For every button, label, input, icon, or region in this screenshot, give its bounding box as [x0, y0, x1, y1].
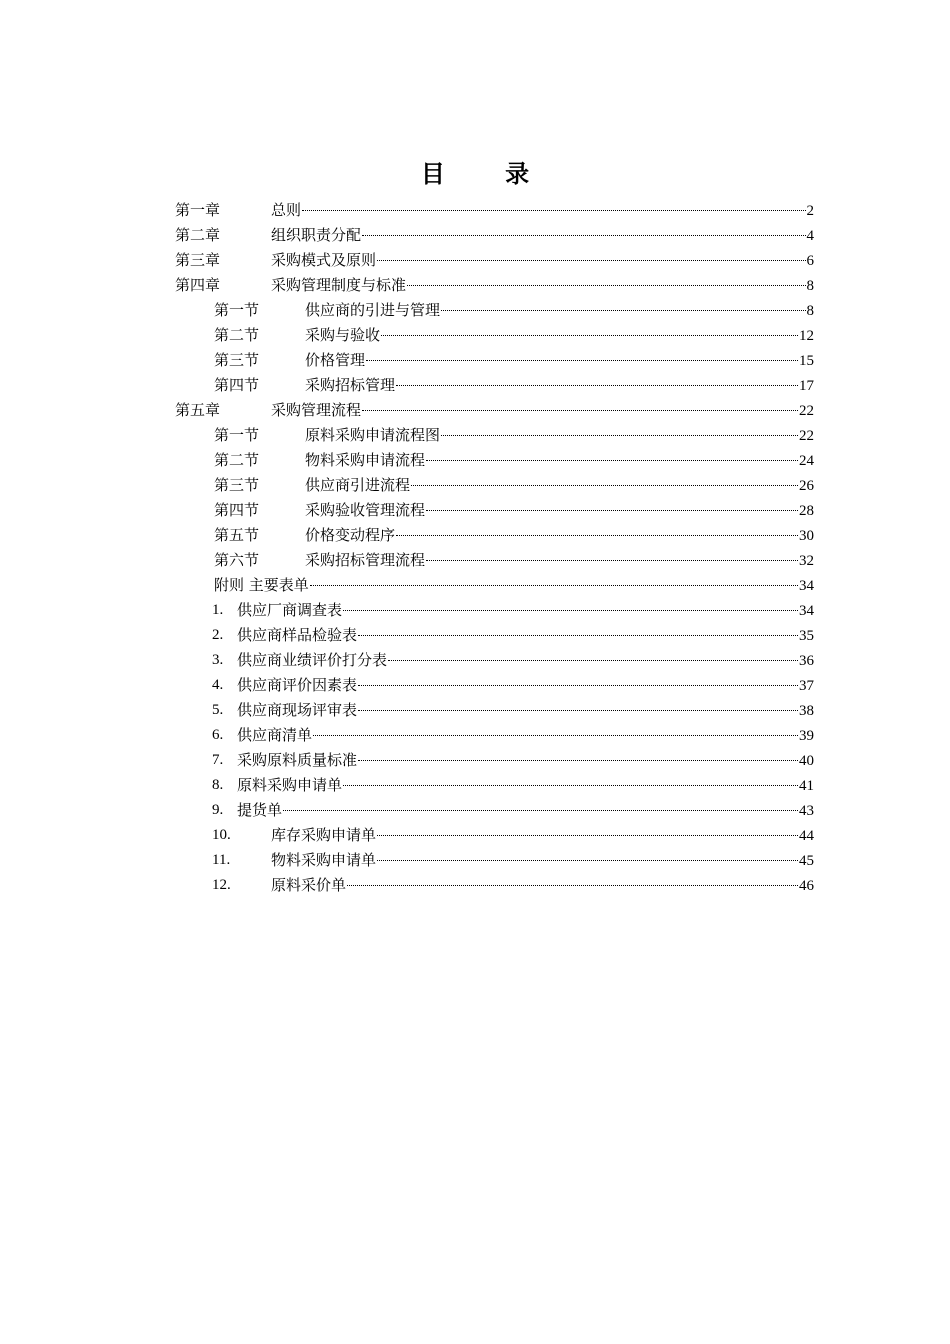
toc-entry-number: 第三章 [175, 251, 221, 269]
toc-entry-number: 3. [212, 652, 224, 668]
dot-leader [343, 610, 798, 611]
toc-entry-number: 7. [212, 752, 224, 768]
dot-leader [310, 585, 798, 586]
toc-entry-body [271, 198, 814, 224]
toc-entry[interactable] [0, 373, 950, 398]
toc-entry-number: 6. [212, 727, 224, 743]
table-of-contents [0, 198, 950, 898]
toc-entry-title: 原料采价单 [271, 876, 347, 894]
toc-entry-number: 第四节 [214, 501, 260, 519]
toc-entry-page-number: 8 [806, 303, 814, 319]
dot-leader [366, 360, 798, 361]
toc-entry-body [305, 373, 814, 399]
toc-entry-page-number: 44 [799, 828, 814, 844]
toc-entry-page-number: 24 [799, 453, 814, 469]
dot-leader [426, 460, 798, 461]
toc-entry[interactable] [0, 723, 950, 748]
toc-entry[interactable] [0, 248, 950, 273]
dot-leader [302, 210, 805, 211]
toc-entry-title: 组织职责分配 [271, 226, 362, 244]
toc-entry-number: 8. [212, 777, 224, 793]
dot-leader [358, 635, 798, 636]
toc-entry[interactable] [0, 473, 950, 498]
toc-entry[interactable] [0, 798, 950, 823]
toc-entry-body [305, 298, 814, 324]
toc-entry-number: 第一节 [214, 426, 260, 444]
toc-entry[interactable] [0, 673, 950, 698]
toc-entry-title: 物料采购申请流程 [305, 451, 426, 469]
toc-entry-body [271, 873, 814, 899]
toc-entry[interactable] [0, 623, 950, 648]
dot-leader [426, 510, 798, 511]
toc-entry-title: 供应商样品检验表 [237, 626, 358, 644]
toc-entry-title: 采购管理制度与标准 [271, 276, 407, 294]
toc-entry-title: 采购招标管理 [305, 376, 396, 394]
toc-entry-page-number: 28 [799, 503, 814, 519]
toc-entry-number: 第二节 [214, 451, 260, 469]
toc-entry-body [237, 798, 814, 824]
dot-leader [407, 285, 805, 286]
toc-entry-number: 第二节 [214, 326, 260, 344]
toc-entry[interactable] [0, 873, 950, 898]
toc-entry[interactable] [0, 823, 950, 848]
toc-entry[interactable] [0, 848, 950, 873]
toc-entry[interactable] [0, 198, 950, 223]
dot-leader [358, 685, 798, 686]
dot-leader [411, 485, 798, 486]
toc-entry-body [305, 448, 814, 474]
dot-leader [388, 660, 798, 661]
toc-entry[interactable] [0, 648, 950, 673]
toc-entry-page-number: 37 [799, 678, 814, 694]
toc-entry-title: 采购原料质量标准 [237, 751, 358, 769]
toc-entry-title: 采购验收管理流程 [305, 501, 426, 519]
toc-entry[interactable] [0, 448, 950, 473]
toc-entry-title: 总则 [271, 201, 302, 219]
toc-entry-page-number: 22 [799, 428, 814, 444]
toc-entry-page-number: 34 [799, 578, 814, 594]
toc-entry-title: 采购招标管理流程 [305, 551, 426, 569]
toc-entry-title: 供应商评价因素表 [237, 676, 358, 694]
toc-entry-body [237, 698, 814, 724]
dot-leader [377, 860, 798, 861]
toc-entry-title: 附则 主要表单 [214, 576, 309, 594]
dot-leader [362, 410, 798, 411]
toc-entry[interactable] [0, 423, 950, 448]
toc-entry-page-number: 34 [799, 603, 814, 619]
toc-entry-number: 第四节 [214, 376, 260, 394]
toc-entry-body [305, 323, 814, 349]
toc-entry[interactable] [0, 598, 950, 623]
dot-leader [396, 535, 798, 536]
dot-leader [381, 335, 798, 336]
toc-entry-body [271, 823, 814, 849]
dot-leader [283, 810, 798, 811]
dot-leader [343, 785, 798, 786]
toc-entry-body [271, 223, 814, 249]
toc-entry-page-number: 38 [799, 703, 814, 719]
toc-entry-title: 供应商清单 [237, 726, 313, 744]
toc-entry[interactable] [0, 523, 950, 548]
toc-entry-number: 11. [212, 852, 231, 868]
toc-entry-body [305, 473, 814, 499]
toc-entry[interactable] [0, 548, 950, 573]
dot-leader [426, 560, 798, 561]
toc-entry-title: 价格变动程序 [305, 526, 396, 544]
toc-entry-page-number: 26 [799, 478, 814, 494]
dot-leader [313, 735, 798, 736]
toc-entry-page-number: 36 [799, 653, 814, 669]
toc-entry-page-number: 43 [799, 803, 814, 819]
toc-entry-number: 4. [212, 677, 224, 693]
dot-leader [358, 710, 798, 711]
toc-entry[interactable] [0, 348, 950, 373]
toc-entry-body [305, 423, 814, 449]
toc-entry-number: 5. [212, 702, 224, 718]
toc-entry-page-number: 2 [806, 203, 814, 219]
toc-entry-body [214, 573, 814, 599]
dot-leader [396, 385, 798, 386]
toc-entry-body [271, 248, 814, 274]
toc-entry-title: 供应厂商调查表 [237, 601, 343, 619]
toc-entry-body [237, 623, 814, 649]
toc-entry-number: 第五章 [175, 401, 221, 419]
toc-entry-title: 供应商业绩评价打分表 [237, 651, 388, 669]
toc-entry-body [271, 273, 814, 299]
toc-entry-number: 第一节 [214, 301, 260, 319]
toc-entry-title: 采购管理流程 [271, 401, 362, 419]
toc-entry-page-number: 8 [806, 278, 814, 294]
dot-leader [377, 835, 798, 836]
toc-entry-title: 价格管理 [305, 351, 366, 369]
toc-entry-title: 提货单 [237, 801, 283, 819]
dot-leader [358, 760, 798, 761]
toc-entry-number: 第三节 [214, 351, 260, 369]
toc-entry-page-number: 32 [799, 553, 814, 569]
toc-entry[interactable] [0, 698, 950, 723]
toc-entry-page-number: 35 [799, 628, 814, 644]
toc-entry-body [305, 348, 814, 374]
toc-entry[interactable] [0, 773, 950, 798]
toc-entry-number: 第一章 [175, 201, 221, 219]
toc-entry-title: 供应商现场评审表 [237, 701, 358, 719]
toc-entry-body [305, 498, 814, 524]
toc-entry-number: 第四章 [175, 276, 221, 294]
toc-entry-page-number: 15 [799, 353, 814, 369]
toc-entry-title: 采购模式及原则 [271, 251, 377, 269]
toc-entry-title: 供应商的引进与管理 [305, 301, 441, 319]
toc-entry-number: 第二章 [175, 226, 221, 244]
toc-entry-number: 第三节 [214, 476, 260, 494]
dot-leader [377, 260, 805, 261]
toc-entry-body [237, 748, 814, 774]
toc-entry-title: 库存采购申请单 [271, 826, 377, 844]
toc-entry-number: 第五节 [214, 526, 260, 544]
toc-entry[interactable] [0, 273, 950, 298]
toc-entry-page-number: 22 [799, 403, 814, 419]
toc-entry-body [237, 723, 814, 749]
toc-entry-body [271, 848, 814, 874]
toc-entry-title: 采购与验收 [305, 326, 381, 344]
dot-leader [362, 235, 805, 236]
toc-entry-number: 1. [212, 602, 224, 618]
toc-entry-page-number: 17 [799, 378, 814, 394]
toc-entry-body [305, 523, 814, 549]
dot-leader [347, 885, 798, 886]
toc-entry-title: 原料采购申请流程图 [305, 426, 441, 444]
toc-entry-number: 12. [212, 877, 231, 893]
toc-entry-page-number: 45 [799, 853, 814, 869]
toc-entry-page-number: 41 [799, 778, 814, 794]
toc-entry[interactable] [0, 748, 950, 773]
toc-entry-number: 第六节 [214, 551, 260, 569]
toc-entry-page-number: 4 [806, 228, 814, 244]
toc-entry-number: 9. [212, 802, 224, 818]
dot-leader [441, 310, 805, 311]
toc-entry[interactable] [0, 223, 950, 248]
toc-entry[interactable] [0, 398, 950, 423]
toc-entry[interactable] [0, 298, 950, 323]
toc-entry-number: 10. [212, 827, 231, 843]
toc-entry[interactable] [0, 498, 950, 523]
toc-entry-body [271, 398, 814, 424]
toc-entry-title: 原料采购申请单 [237, 776, 343, 794]
toc-entry-page-number: 39 [799, 728, 814, 744]
toc-entry-page-number: 6 [806, 253, 814, 269]
toc-entry-number: 2. [212, 627, 224, 643]
toc-entry-title: 物料采购申请单 [271, 851, 377, 869]
toc-entry-body [237, 648, 814, 674]
toc-entry-page-number: 40 [799, 753, 814, 769]
toc-entry[interactable] [0, 573, 950, 598]
toc-entry-page-number: 30 [799, 528, 814, 544]
toc-entry-page-number: 12 [799, 328, 814, 344]
toc-entry-body [305, 548, 814, 574]
toc-entry-page-number: 46 [799, 878, 814, 894]
page-title: 目 录 [420, 159, 556, 188]
toc-entry-body [237, 773, 814, 799]
toc-entry-title: 供应商引进流程 [305, 476, 411, 494]
toc-entry-body [237, 598, 814, 624]
toc-entry[interactable] [0, 323, 950, 348]
toc-entry-body [237, 673, 814, 699]
dot-leader [441, 435, 798, 436]
